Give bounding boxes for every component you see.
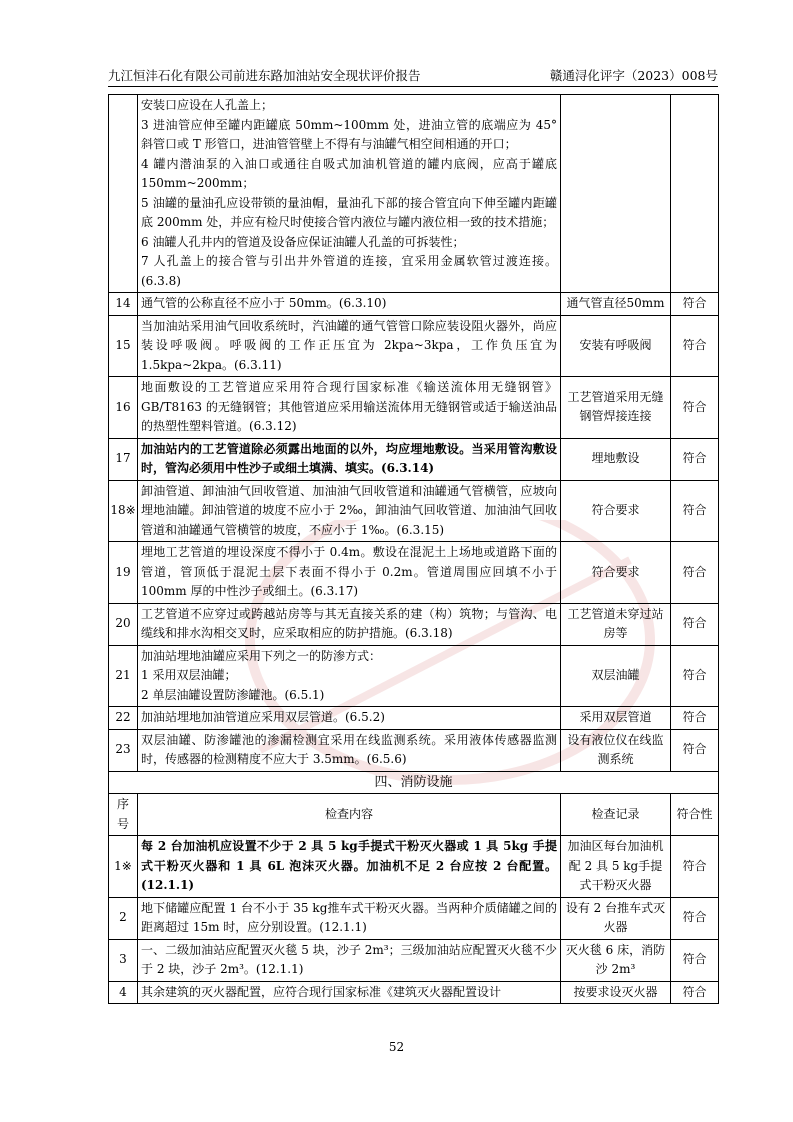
row-content: [138, 939, 561, 981]
table-row: [109, 377, 719, 439]
content-line: 工艺管道不应穿过或跨越站房等与其无直接关系的建（构）筑物；与管沟、电缆线和排水沟相交叉时，应采取相应的防护措施。(6.3.18): [141, 606, 557, 640]
header-document-number: 赣通浔化评字（2023）008号: [549, 68, 718, 83]
table-row: [109, 939, 719, 981]
row-number: 4: [109, 981, 138, 1004]
row-content: [138, 438, 561, 480]
row-number: 16: [109, 377, 138, 439]
row-result: 符合: [671, 603, 719, 645]
row-record: 工艺管道未穿过站房等: [561, 603, 671, 645]
row-record: 设有 2 台推车式灭火器: [561, 897, 671, 939]
row-number: 1※: [109, 836, 138, 898]
table-row: [109, 645, 719, 707]
content-line: 2 单层油罐设置防渗罐池。(6.5.1): [141, 687, 325, 702]
table-row: [109, 603, 719, 645]
page-header: [108, 62, 718, 87]
row-result: 符合: [671, 645, 719, 707]
col-header-result: 符合性: [671, 794, 719, 836]
row-result: 符合: [671, 293, 719, 316]
content-line: 6 油罐人孔井内的管道及设备应保证油罐人孔盖的可拆装性；: [141, 234, 465, 249]
row-content: [138, 897, 561, 939]
column-header-row: [109, 794, 719, 836]
row-content: [138, 95, 561, 293]
col-header-record: 检查记录: [561, 794, 671, 836]
row-record: 设有液位仪在线监测系统: [561, 729, 671, 771]
row-number: 23: [109, 729, 138, 771]
row-content: [138, 729, 561, 771]
row-result: 符合: [671, 438, 719, 480]
row-result: 符合: [671, 315, 719, 377]
row-result: 符合: [671, 897, 719, 939]
content-line: 安装口应设在人孔盖上；: [141, 98, 274, 112]
row-record: [561, 95, 671, 293]
content-line: 当加油站采用油气回收系统时，汽油罐的通气管管口除应装设阻火器外，尚应装设呼吸阀。呼吸阀的工作正压宜为 2kpa~3kpa，工作负压宜为 1.5kpa~2kpa。(6.3.11): [141, 318, 557, 372]
table-row: [109, 897, 719, 939]
inspection-table: [108, 94, 719, 1004]
row-number: [109, 95, 138, 293]
table-row: [109, 95, 719, 293]
row-number: 14: [109, 293, 138, 316]
content-line: 加油站埋地加油管道应采用双层管道。(6.5.2): [141, 710, 385, 724]
row-content: [138, 315, 561, 377]
row-number: 18※: [109, 480, 138, 542]
row-record: 符合要求: [561, 542, 671, 604]
row-record: 采用双层管道: [561, 707, 671, 730]
row-result: 符合: [671, 542, 719, 604]
content-line: 卸油管道、卸油油气回收管道、加油油气回收管道和油罐通气管横管，应坡向埋地油罐。卸油管道的坡度不应小于 2‰，卸油油气回收管道、加油油气回收管道和油罐通气管横管的坡度，不应小于 1‰。(6.3.15): [141, 483, 557, 537]
table-row: [109, 836, 719, 898]
row-record: 通气管直径50mm: [561, 293, 671, 316]
row-number: 15: [109, 315, 138, 377]
content-line: 加油站埋地油罐应采用下列之一的防渗方式：: [141, 648, 382, 663]
page-number: 52: [388, 1040, 405, 1054]
content-line: 一、二级加油站应配置灭火毯 5 块，沙子 2m³；三级加油站应配置灭火毯不少于 2 块，沙子 2m³。(12.1.1): [141, 942, 557, 976]
row-number: 22: [109, 707, 138, 730]
content-line: 7 人孔盖上的接合管与引出井外管道的连接，宜采用金属软管过渡连接。(6.3.8): [141, 254, 557, 288]
content-line: 地面敷设的工艺管道应采用符合现行国家标准《输送流体用无缝钢管》GB/T8163 的无缝钢管；其他管道应采用输送流体用无缝钢管或适于输送油品的热塑性塑料管道。(6.3.12): [141, 380, 557, 433]
content-line: 每 2 台加油机应设置不少于 2 具 5 kg手提式干粉灭火器或 1 具 5kg 手提式干粉灭火器和 1 具 6L 泡沫灭火器。加油机不足 2 台应按 2 台配置。(12.1.1): [141, 839, 557, 892]
row-number: 2: [109, 897, 138, 939]
row-result: 符合: [671, 377, 719, 439]
row-number: 17: [109, 438, 138, 480]
row-record: 安装有呼吸阀: [561, 315, 671, 377]
content-line: 其余建筑的灭火器配置，应符合现行国家标准《建筑灭火器配置设计: [141, 984, 502, 999]
row-result: 符合: [671, 836, 719, 898]
row-content: [138, 645, 561, 707]
row-content: [138, 377, 561, 439]
table-row: [109, 707, 719, 730]
content-line: 地下储罐应配置 1 台不小于 35 kg推车式干粉灭火器。当两种介质储罐之间的距离超过 15m 时，应分别设置。(12.1.1): [141, 900, 557, 934]
row-content: [138, 480, 561, 542]
content-line: 1 采用双层油罐；: [141, 668, 237, 682]
table-row: [109, 480, 719, 542]
row-record: 工艺管道采用无缝钢管焊接连接: [561, 377, 671, 439]
content-line: 埋地工艺管道的埋设深度不得小于 0.4m。敷设在混泥土上场地或道路下面的管道，管顶低于混泥土层下表面不得小于 0.2m。管道周围应回填不小于 100mm 厚的中性沙子或细土。(6.3.17): [141, 545, 557, 598]
table-row: [109, 315, 719, 377]
section-header-row: [109, 771, 719, 794]
row-number: 21: [109, 645, 138, 707]
row-number: 3: [109, 939, 138, 981]
row-record: 按要求设灭火器: [561, 981, 671, 1004]
row-number: 20: [109, 603, 138, 645]
row-number: 19: [109, 542, 138, 604]
col-header-content: 检查内容: [138, 794, 561, 836]
row-record: 埋地敷设: [561, 438, 671, 480]
row-record: 符合要求: [561, 480, 671, 542]
row-record: 加油区每台加油机配 2 具 5 kg手提式干粉灭火器: [561, 836, 671, 898]
row-content: [138, 603, 561, 645]
content-line: 通气管的公称直径不应小于 50mm。(6.3.10): [141, 296, 387, 310]
row-result: 符合: [671, 981, 719, 1004]
table-row: [109, 729, 719, 771]
header-report-title: 九江恒沣石化有限公司前进东路加油站安全现状评价报告: [108, 68, 421, 83]
row-result: 符合: [671, 707, 719, 730]
row-content: [138, 981, 561, 1004]
content-line: 双层油罐、防渗罐池的渗漏检测宜采用在线监测系统。采用液体传感器监测时，传感器的检测精度不应大于 3.5mm。(6.5.6): [141, 732, 557, 766]
row-result: [671, 95, 719, 293]
table-row: [109, 438, 719, 480]
col-header-num: 序号: [109, 794, 138, 836]
row-record: 双层油罐: [561, 645, 671, 707]
row-content: [138, 293, 561, 316]
row-record: 灭火毯 6 床，消防沙 2m³: [561, 939, 671, 981]
table-row: [109, 542, 719, 604]
row-result: 符合: [671, 480, 719, 542]
table-row: [109, 981, 719, 1004]
content-line: 加油站内的工艺管道除必须露出地面的以外，均应埋地敷设。当采用管沟敷设时，管沟必须用中性沙子或细土填满、填实。(6.3.14): [141, 441, 557, 475]
row-content: [138, 707, 561, 730]
section-title: 四、消防设施: [109, 771, 719, 794]
row-result: 符合: [671, 939, 719, 981]
row-content: [138, 836, 561, 898]
row-result: 符合: [671, 729, 719, 771]
content-line: 3 进油管应伸至罐内距罐底 50mm~100mm 处，进油立管的底端应为 45° 斜管口或 T 形管口，进油管管壁上不得有与油罐气相空间相通的开口；: [141, 117, 557, 151]
row-content: [138, 542, 561, 604]
table-row: [109, 293, 719, 316]
content-line: 4 罐内潜油泵的入油口或通往自吸式加油机管道的罐内底阀，应高于罐底 150mm~200mm；: [141, 156, 557, 190]
content-line: 5 油罐的量油孔应设带锁的量油帽，量油孔下部的接合管宜向下伸至罐内距罐底 200mm 处，并应有检尺时使接合管内液位与罐内液位相一致的技术措施；: [141, 195, 557, 229]
